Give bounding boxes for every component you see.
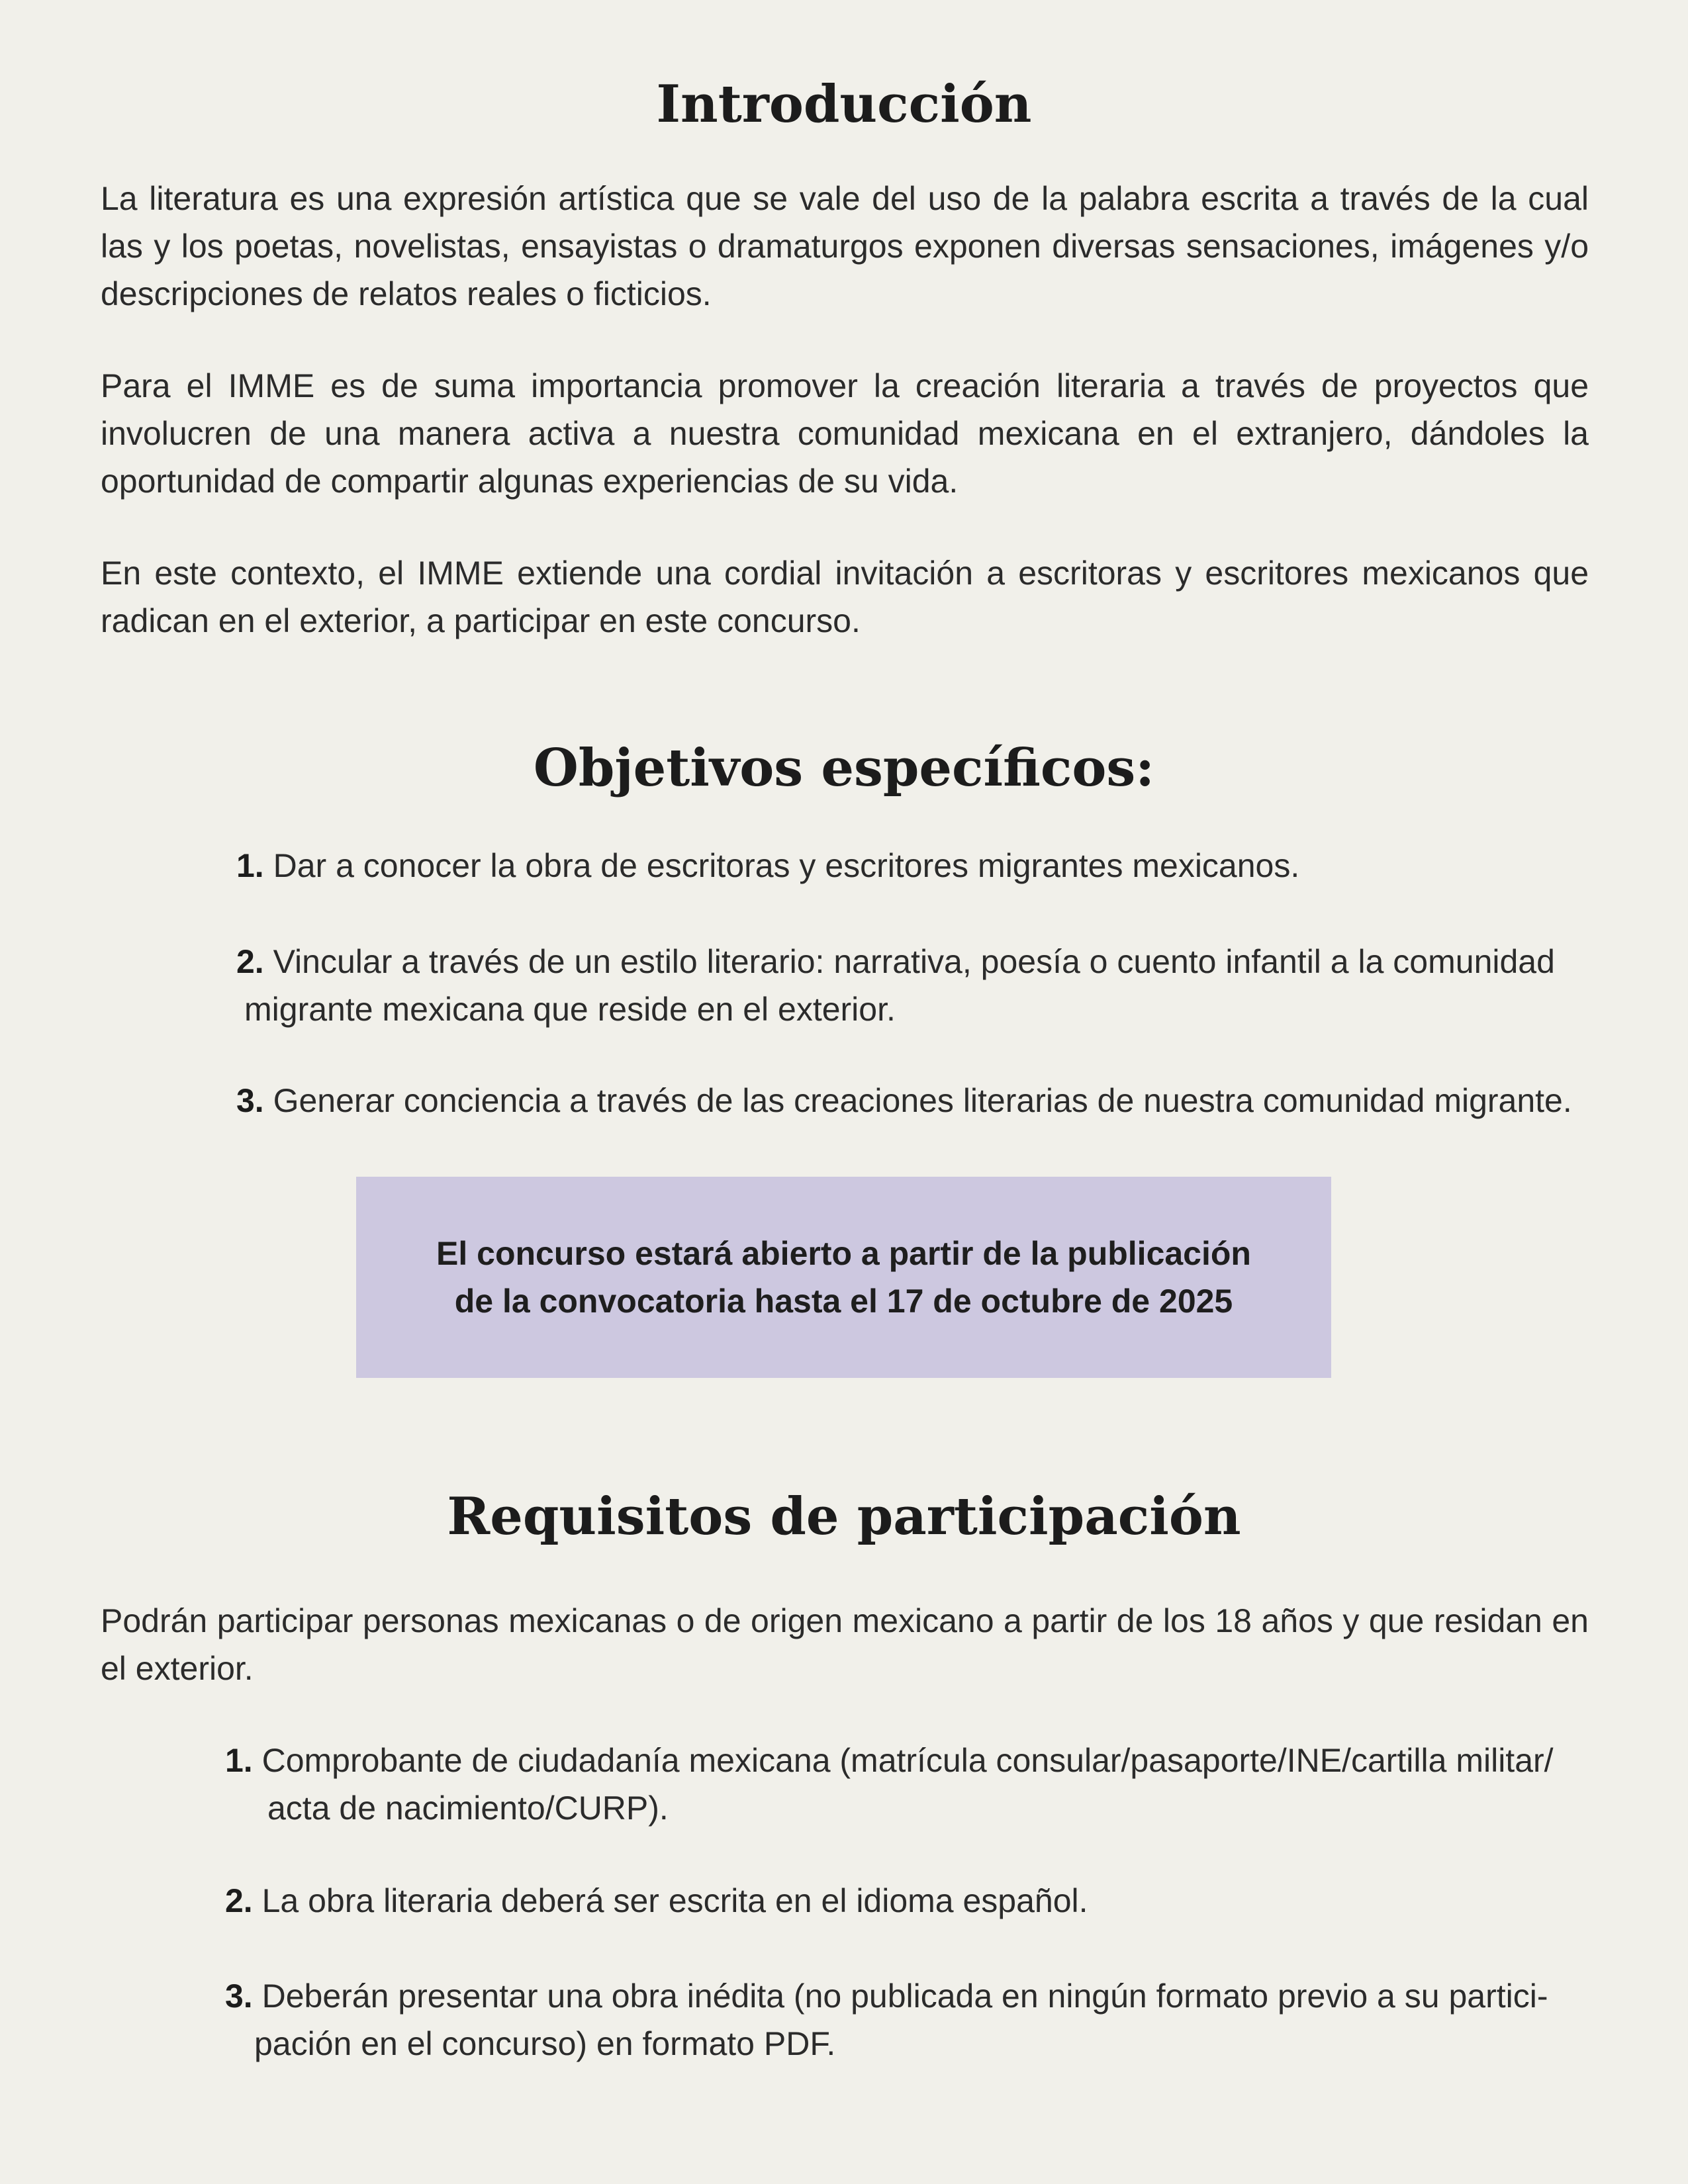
objectives-heading: Objetivos específicos: [533,738,1155,798]
objective-text-continued: migrante mexicana que reside en el exterior. [244,991,896,1028]
requirement-number: 1. [225,1742,253,1779]
intro-paragraph-1: La literatura es una expresión artística que se vale del uso de la palabra escrita a través de la cual las y los poetas, novelistas, ensayistas o dramaturgos exponen diversas sensaciones, imágenes y/o descripciones de relatos reales o ficticios. [101,180,1589,312]
requirement-text: Comprobante de ciudadanía mexicana (matrícula consular/pasaporte/INE/cartilla militar/ [261,1742,1554,1779]
objective-item-3 [236,1077,1600,1124]
requirements-intro: Podrán participar personas mexicanas o de origen mexicano a partir de los 18 años y que residan en el exterior. [101,1602,1589,1687]
objective-text: Dar a conocer la obra de escritoras y escritores migrantes mexicanos. [273,847,1300,884]
deadline-notice-line-1: El concurso estará abierto a partir de la publicación [436,1235,1251,1272]
requirement-item-2 [225,1877,1590,1925]
requirement-text: La obra literaria deberá ser escrita en el idioma español. [261,1882,1088,1919]
objective-number: 3. [236,1082,264,1119]
deadline-notice-line-2: de la convocatoria hasta el 17 de octubre de 2025 [454,1283,1233,1320]
requirement-item-1 [225,1737,1590,1832]
objective-text: Generar conciencia a través de las creaciones literarias de nuestra comunidad migrante. [273,1082,1572,1119]
requirement-number: 2. [225,1882,253,1919]
requirement-text-continued: pación en el concurso) en formato PDF. [254,2025,836,2062]
objective-item-2 [236,938,1600,1033]
requirement-item-3 [225,1972,1590,2068]
requirement-number: 3. [225,1978,253,2015]
objective-item-1 [236,842,1600,889]
intro-paragraph-2: Para el IMME es de suma importancia promover la creación literaria a través de proyectos que involucren de una manera activa a nuestra comunidad mexicana en el extranjero, dándoles la oportunidad de compartir algunas experiencias de su vida. [101,367,1589,500]
deadline-notice-text [400,1230,1288,1325]
requirement-text: Deberán presentar una obra inédita (no publicada en ningún formato previo a su partici- [261,1978,1548,2015]
objective-number: 2. [236,943,264,980]
requirements-heading: Requisitos de participación [447,1486,1241,1547]
objective-text: Vincular a través de un estilo literario: narrativa, poesía o cuento infantil a la comunidad [273,943,1555,980]
objective-number: 1. [236,847,264,884]
requirement-text-continued: acta de nacimiento/CURP). [267,1790,669,1827]
intro-heading: Introducción [656,74,1032,134]
intro-paragraph-3: En este contexto, el IMME extiende una cordial invitación a escritoras y escritores mexicanos que radican en el exterior, a participar en este concurso. [101,555,1589,639]
deadline-notice-box [356,1177,1331,1378]
